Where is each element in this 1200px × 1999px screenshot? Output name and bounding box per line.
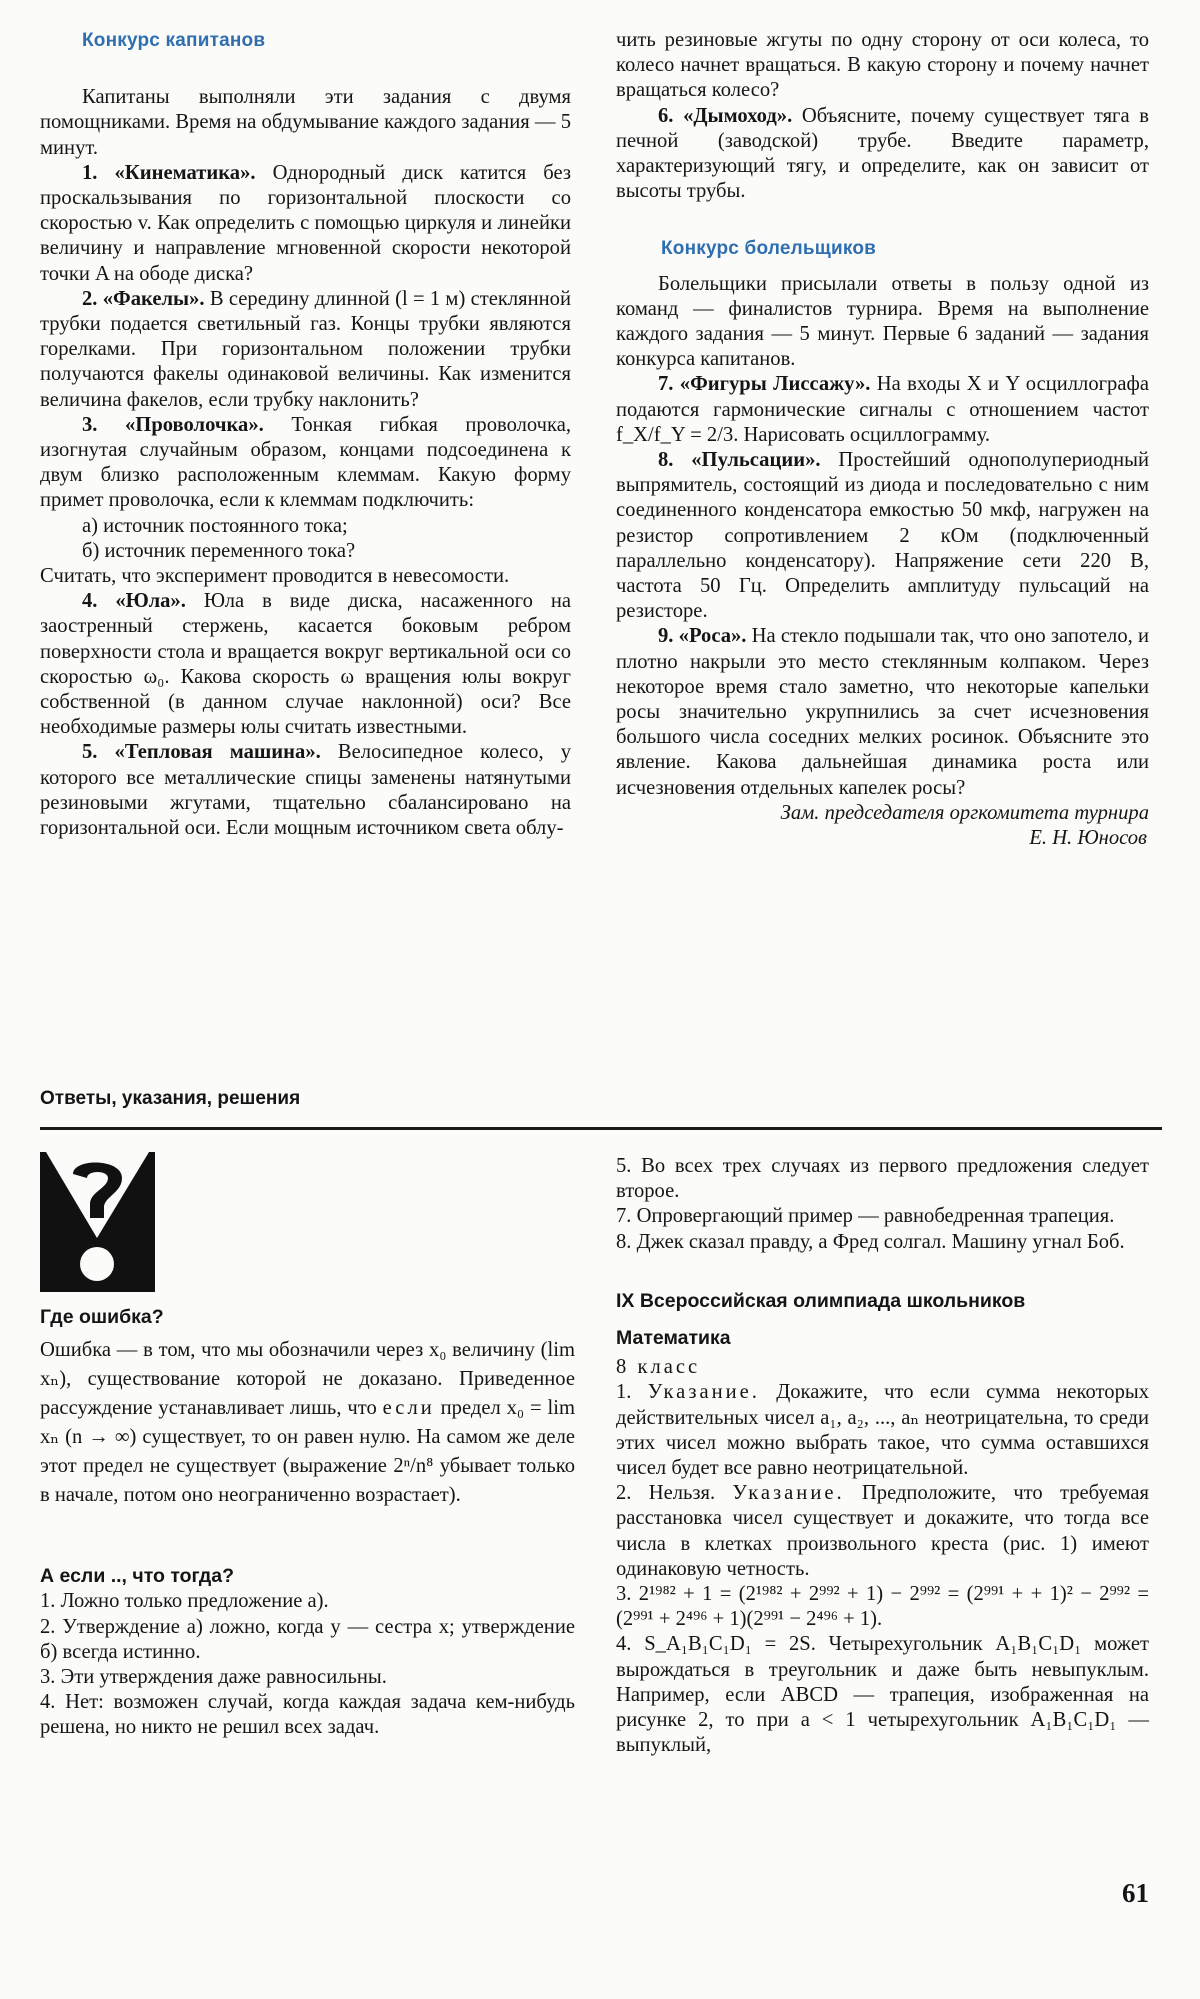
where-error-title: Где ошибка? (40, 1306, 164, 1328)
captains-contest-title: Конкурс капитанов (82, 30, 266, 51)
section-divider (40, 1127, 1162, 1130)
task-7: 7. «Фигуры Лиссажу». На входы X и Y осциллографа подаются гармонические сигналы с отношением частот f_X/f_Y = 2/3. Нарисовать осциллограмму. (616, 373, 1149, 446)
task-5-continued: чить резиновые жгуты по одну сторону от оси колеса, то колесо начнет вращаться. В какую сторону и почему начнет вращаться колесо? (616, 29, 1149, 102)
top-left-column (40, 28, 571, 841)
task-9: 9. «Роса». На стекло подышали так, что оно запотело, и плотно накрыли это место стеклянным колпаком. Через некоторое время стало заметно, что некоторые капельки росы значительно укрупнились за счет исчезновения большого числа соседних мелких росинок. Объясните это явление. Какова дальнейшая динамика роста или исчезновения отдельных капелек росы? (616, 625, 1149, 799)
signature-name: Е. Н. Юносов (1029, 827, 1147, 850)
olympiad-title: IX Всероссийская олимпиада школьников (616, 1289, 1026, 1312)
fans-contest-title: Конкурс болельщиков (661, 238, 877, 260)
math-answer-3: 3. 2¹⁹⁸² + 1 = (2¹⁹⁸² + 2⁹⁹² + 1) − 2⁹⁹² = (2⁹⁹¹ + + 1)² − 2⁹⁹² = (2⁹⁹¹ + 2⁴⁹⁶ + 1)(2⁹⁹¹ − 2⁴⁹⁶ + 1). (616, 1583, 1149, 1631)
task-5: 5. «Тепловая машина». Велосипедное колесо, у которого все металлические спицы заменены натянутыми резиновыми жгутами, тщательно сбалансировано на горизонтальной оси. Если мощным источником света облу- (40, 741, 571, 840)
top-right-column (616, 28, 1149, 851)
what-if-answer-2: 2. Утверждение а) ложно, когда y — сестра x; утверждение б) всегда истинно. (40, 1615, 575, 1663)
what-if-answer-3: 3. Эти утверждения даже равносильны. (40, 1666, 387, 1689)
fans-intro: Болельщики присылали ответы в пользу одной из команд — финалистов турнира. Время на выполнение каждого задания — 5 минут. Первые 6 заданий — задания конкурса капитанов. (616, 272, 1149, 371)
what-if-answer-1: 1. Ложно только предложение а). (40, 1590, 329, 1613)
task-4: 4. «Юла». Юла в виде диска, насаженного на заостренный стержень, касается боковым ребром поверхности стола и вращается вокруг вертикальной оси со скоростью ω₀. Какова скорость ω вращения юлы вокруг собственной (в данном случае наклонной) оси? Все необходимые размеры юлы считать известными. (40, 590, 571, 739)
math-answer-2: 2. Нельзя. Указание. Предположите, что требуемая расстановка чисел существует и докажите, что тогда все числа в клетках произвольного креста (рис. 1) имеют одинаковую четность. (616, 1482, 1150, 1580)
page-number: 61 (1122, 1878, 1149, 1908)
question-exclamation-logo-icon (40, 1152, 155, 1292)
task-3-option-a: а) источник постоянного тока; (82, 514, 348, 537)
answers-header: Ответы, указания, решения (40, 1088, 301, 1109)
task-8: 8. «Пульсации». Простейший однополупериодный выпрямитель, состоящий из диода и последовательно с ним соединенного конденсатора емкостью 50 мкф, нагружен на резистор сопротивлением 2 кОм (подключенный параллельно конденсатору). Напряжение сети 220 В, частота 50 Гц. Определить амплитуду пульсаций на резисторе. (616, 449, 1149, 623)
task-6: 6. «Дымоход». Объясните, почему существует тяга в печной (заводской) трубе. Введите параметр, характеризующий тягу, и определите, как он зависит от высоты трубы. (616, 104, 1149, 203)
math-answer-1: 1. Указание. Докажите, что если сумма некоторых действительных чисел a₁, a₂, ..., aₙ неотрицательна, то среди этих чисел можно выбрать такое, что сумма оставшихся чисел будет все равно неотрицательной. (616, 1381, 1149, 1480)
math-title: Математика (616, 1327, 731, 1350)
math-answer-4: 4. S_A₁B₁C₁D₁ = 2S. Четырехугольник A₁B₁C₁D₁ может вырождаться в треугольник и даже быть невыпуклым. Например, если ABCD — трапеция, изображенная на рисунке 2, то при a < 1 четырехугольник A₁B₁C₁D₁ — выпуклый, (616, 1633, 1149, 1757)
what-if-answer-4: 4. Нет: возможен случай, когда каждая задача кем-нибудь решена, но никто не решил всех задач. (40, 1691, 575, 1739)
task-3: 3. «Проволочка». Тонкая гибкая проволочка, изогнутая случайным образом, концами подсоединена к двум близко расположенным клеммам. Какую форму примет проволочка, если к клеммам подключить: (40, 413, 571, 512)
captains-intro: Капитаны выполняли эти задания с двумя помощниками. Время на обдумывание каждого задания — 5 минут. (40, 86, 571, 159)
signature-role: Зам. председателя оргкомитета турнира (780, 801, 1149, 824)
what-if-title: А если .., что тогда? (40, 1565, 235, 1588)
answer-5: 5. Во всех трех случаях из первого предложения следует второе. (616, 1155, 1149, 1203)
task-3-option-b: б) источник переменного тока? (82, 539, 356, 562)
where-error-text: Ошибка — в том, что мы обозначили через x₀ величину (lim xₙ), существование которой не доказано. Приведенное рассуждение устанавливает лишь, что если предел x₀ = lim xₙ (n → ∞) существует, то он равен нулю. На самом же деле этот предел не существует (выражение 2ⁿ/n⁸ убывает только в начале, потом оно неограниченно возрастает). (40, 1339, 575, 1507)
grade-label: 8 класс (616, 1356, 701, 1379)
bottom-right-column (616, 1154, 1149, 1758)
task-1: 1. «Кинематика». Однородный диск катится без проскальзывания по горизонтальной плоскости со скоростью v. Как определить с помощью циркуля и линейки величину и направление мгновенной скорости некоторой точки A на ободе диска? (40, 161, 571, 285)
task-3-note: Считать, что эксперимент проводится в невесомости. (40, 565, 510, 588)
answer-7: 7. Опровергающий пример — равнобедренная трапеция. (616, 1205, 1115, 1228)
answer-8: 8. Джек сказал правду, а Фред солгал. Машину угнал Боб. (616, 1230, 1125, 1253)
bottom-left-column (40, 1305, 575, 1741)
task-2: 2. «Факелы». В середину длинной (l = 1 м) стеклянной трубки подается светильный газ. Концы трубки являются горелками. При горизонтальном положении трубки получаются факелы одинаковой величины. Как изменится величина факелов, если трубку наклонить? (40, 287, 571, 411)
